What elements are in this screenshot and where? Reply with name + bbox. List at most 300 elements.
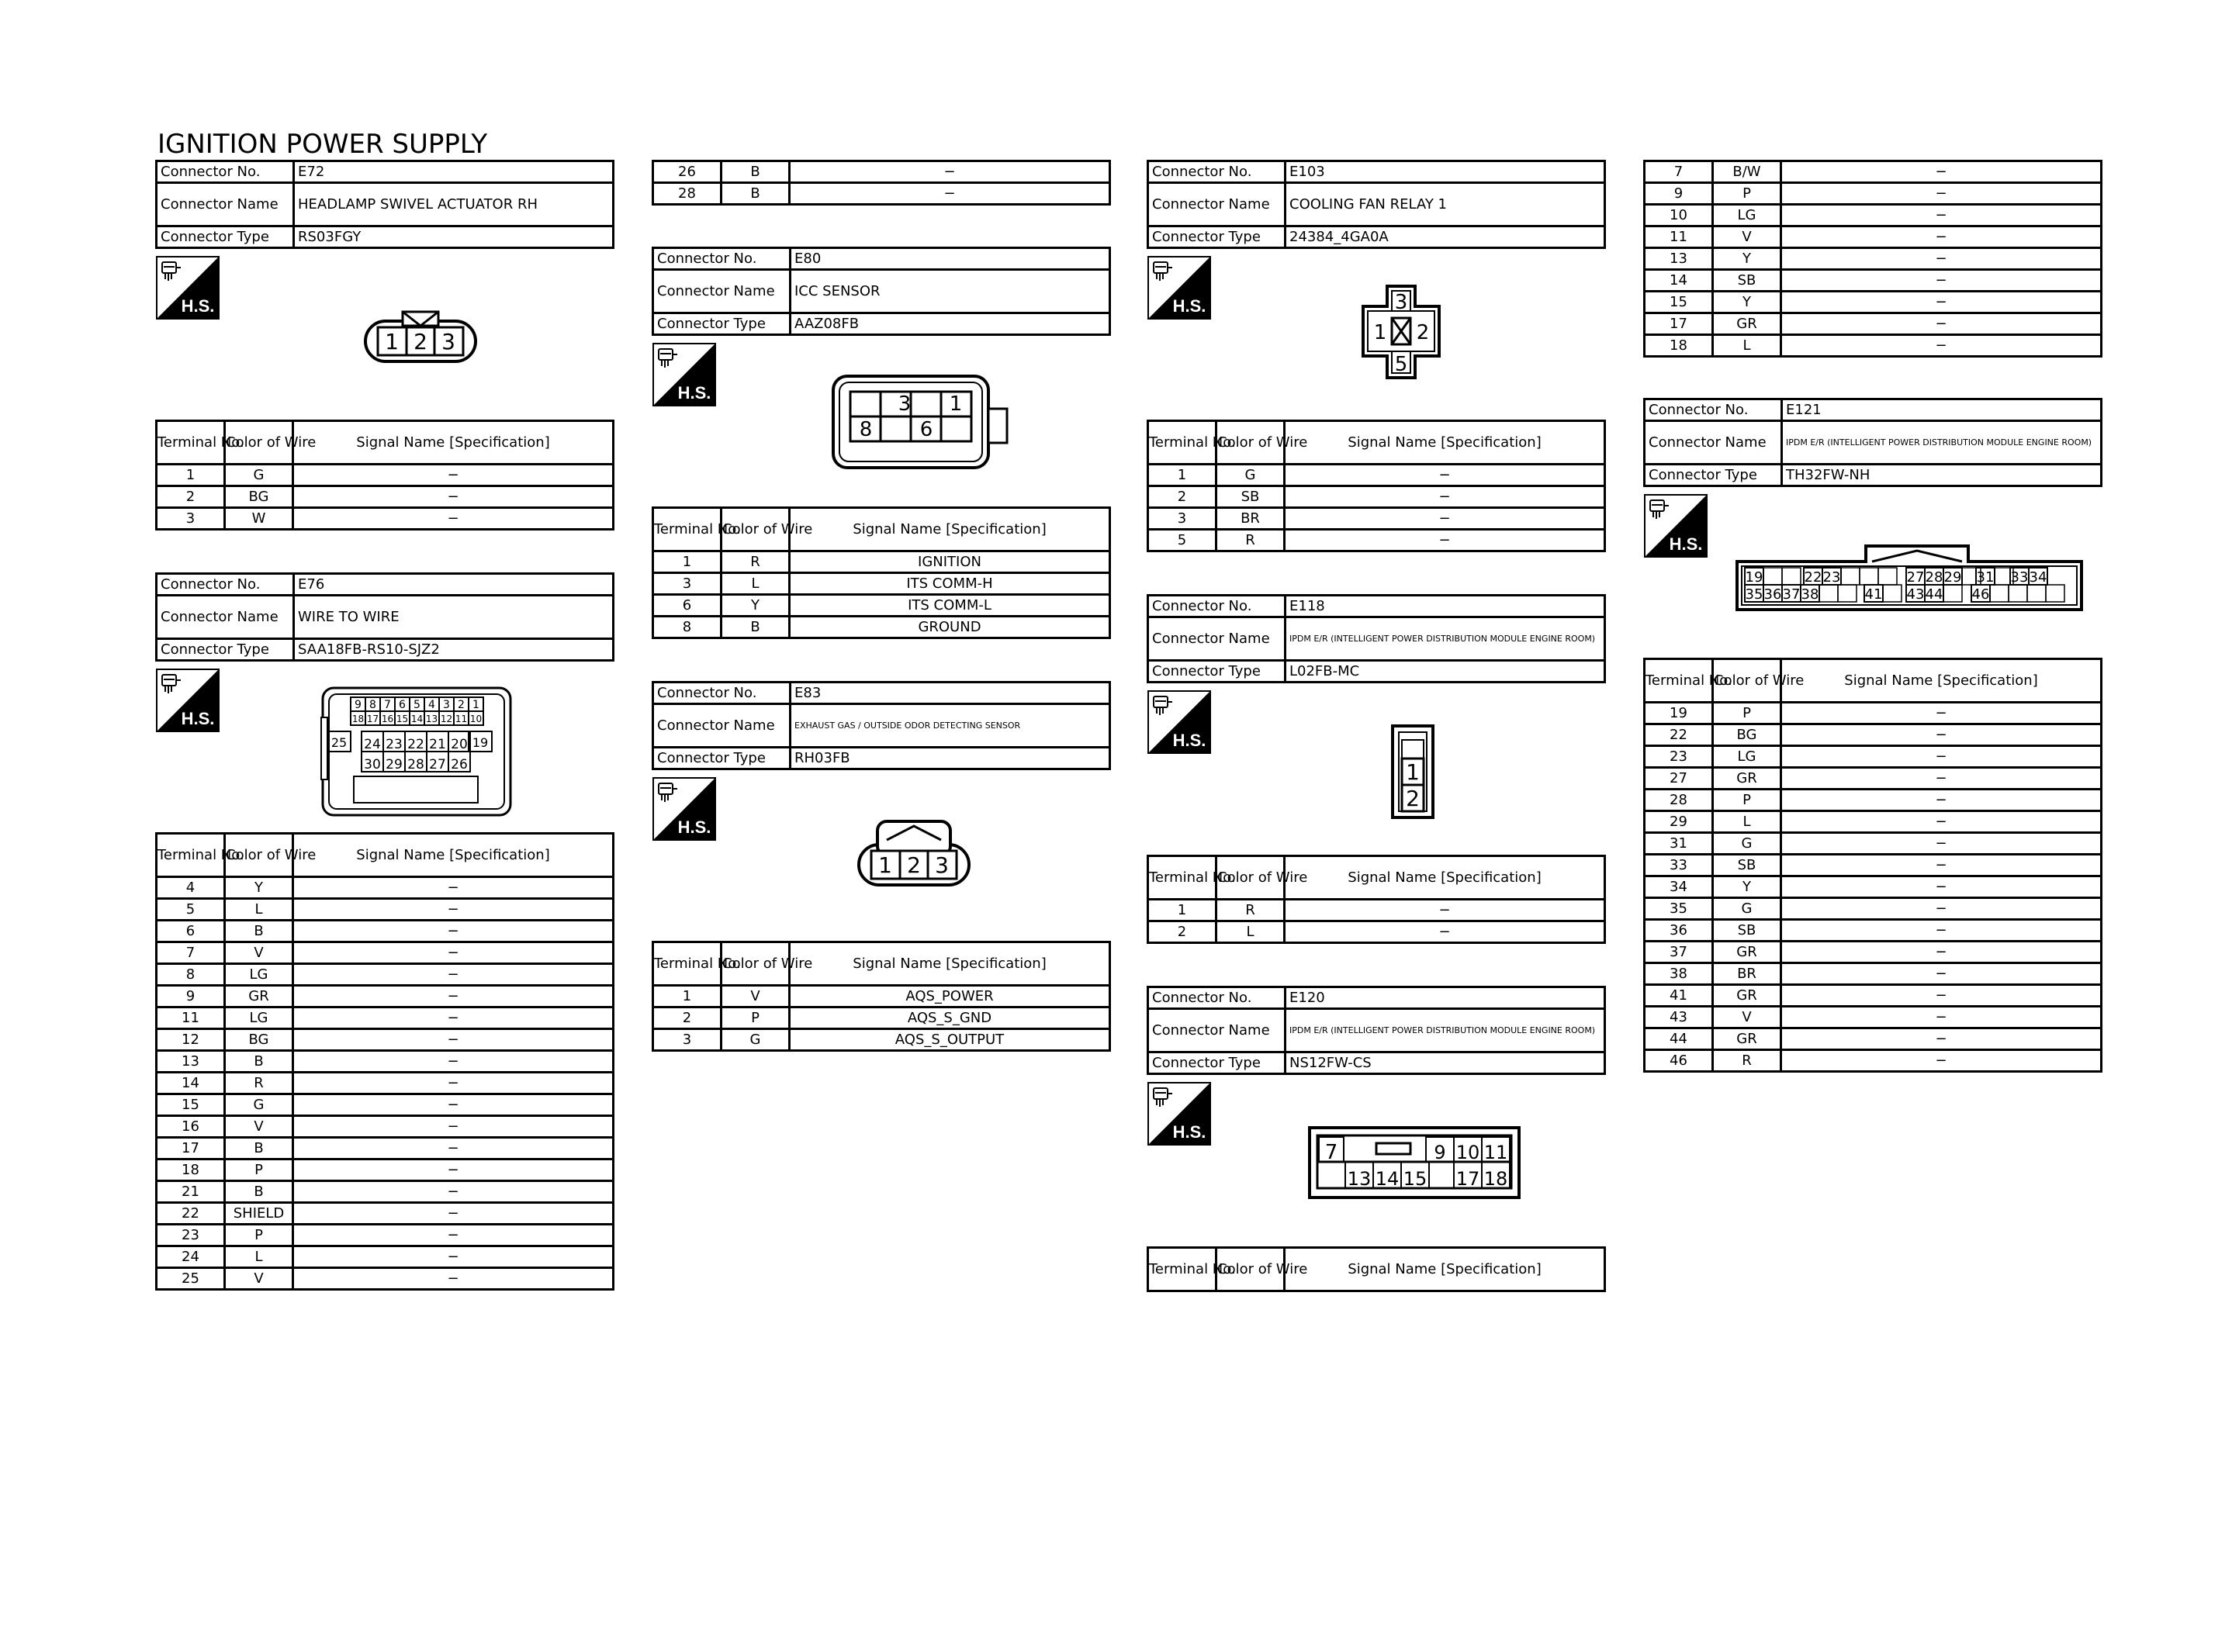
- signal-name-cell: −: [1781, 898, 2102, 920]
- signal-name-cell: −: [1781, 1028, 2102, 1050]
- terminal-no-cell: 18: [1645, 335, 1713, 357]
- signal-name-cell: ITS COMM-L: [790, 595, 1110, 617]
- table-row: [1645, 920, 2102, 942]
- pin-label: 1: [1406, 759, 1420, 785]
- wire-color-cell: B: [722, 617, 790, 638]
- connector-e118-diagram: [1391, 724, 1434, 819]
- connector-e103-diagram: [1362, 285, 1441, 379]
- connector-no-label: Connector No.: [1645, 399, 1782, 421]
- pin-label: 17: [366, 714, 379, 724]
- wire-color-cell: SB: [1713, 920, 1781, 942]
- pin-label: 10: [1455, 1142, 1480, 1163]
- color-of-wire-header: Color of Wire: [225, 834, 293, 877]
- harness-side-icon: [1147, 690, 1211, 754]
- signal-name-cell: −: [293, 508, 614, 530]
- pin-label: 8: [859, 418, 873, 441]
- wire-color-cell: L: [1713, 335, 1781, 357]
- wire-color-cell: LG: [225, 1007, 293, 1029]
- terminal-no-cell: 16: [157, 1116, 225, 1138]
- connector-name-value: COOLING FAN RELAY 1: [1286, 183, 1605, 226]
- wire-color-cell: R: [1713, 1050, 1781, 1072]
- terminal-no-cell: 23: [157, 1225, 225, 1246]
- signal-name-cell: −: [293, 1029, 614, 1051]
- wire-color-cell: LG: [1713, 205, 1781, 226]
- connector-e76-diagram: [321, 686, 512, 818]
- table-row: [1645, 703, 2102, 724]
- wire-color-cell: P: [1713, 183, 1781, 205]
- harness-side-label: H.S.: [677, 383, 711, 403]
- pin-label: 3: [935, 852, 949, 878]
- signal-name-cell: AQS_S_OUTPUT: [790, 1029, 1110, 1051]
- signal-name-cell: −: [293, 1007, 614, 1029]
- table-row: [157, 1094, 614, 1116]
- wire-color-cell: V: [1713, 1007, 1781, 1028]
- connector-type-value: L02FB-MC: [1286, 661, 1605, 683]
- table-row: [1645, 205, 2102, 226]
- signal-name-cell: −: [1781, 833, 2102, 855]
- table-row: [157, 1181, 614, 1203]
- terminal-no-cell: 28: [1645, 790, 1713, 811]
- connector-no-label: Connector No.: [1148, 987, 1286, 1009]
- connector-name-label: Connector Name: [157, 596, 294, 639]
- terminal-no-cell: 33: [1645, 855, 1713, 876]
- table-row: [1645, 313, 2102, 335]
- pin-label: 13: [425, 714, 438, 724]
- terminal-no-header: Terminal No.: [157, 421, 225, 465]
- color-of-wire-header: Color of Wire: [225, 421, 293, 465]
- wire-color-cell: V: [225, 1268, 293, 1290]
- signal-name-header: Signal Name [Specification]: [1285, 856, 1605, 900]
- table-row: [1645, 292, 2102, 313]
- pin-label: 24: [364, 737, 381, 752]
- table-row: [1645, 876, 2102, 898]
- pin-label: 3: [443, 699, 450, 711]
- terminal-no-cell: 44: [1645, 1028, 1713, 1050]
- wire-color-cell: BR: [1713, 963, 1781, 985]
- table-row: [1645, 898, 2102, 920]
- wire-color-cell: L: [1216, 921, 1285, 943]
- wire-color-cell: P: [1713, 703, 1781, 724]
- page-title: IGNITION POWER SUPPLY: [157, 129, 488, 160]
- table-row: [1148, 921, 1605, 943]
- pin-label: 8: [369, 699, 376, 711]
- signal-name-cell: −: [293, 1116, 614, 1138]
- table-row: [1148, 530, 1605, 551]
- signal-name-header: Signal Name [Specification]: [293, 421, 614, 465]
- connector-no-value: E120: [1286, 987, 1605, 1009]
- signal-name-cell: IGNITION: [790, 551, 1110, 573]
- table-row: [157, 508, 614, 530]
- connector-no-label: Connector No.: [1148, 596, 1286, 617]
- wire-color-cell: BG: [1713, 724, 1781, 746]
- signal-name-cell: −: [1781, 746, 2102, 768]
- terminal-no-cell: 17: [157, 1138, 225, 1160]
- terminal-no-cell: 17: [1645, 313, 1713, 335]
- terminal-no-cell: 3: [1148, 508, 1216, 530]
- connector-no-value: E76: [294, 574, 614, 596]
- signal-name-cell: ITS COMM-H: [790, 573, 1110, 595]
- table-row: [1148, 900, 1605, 921]
- harness-side-icon: [1644, 494, 1708, 558]
- color-of-wire-header: Color of Wire: [722, 942, 790, 986]
- terminal-no-cell: 22: [1645, 724, 1713, 746]
- connector-e80-pin-table: [652, 506, 1111, 639]
- terminal-no-cell: 2: [1148, 486, 1216, 508]
- connector-type-label: Connector Type: [653, 313, 791, 335]
- table-row: [157, 1138, 614, 1160]
- pin-label: 33: [2010, 569, 2029, 586]
- pin-label: 29: [386, 757, 403, 772]
- connector-name-value: EXHAUST GAS / OUTSIDE ODOR DETECTING SENSOR: [791, 704, 1110, 748]
- connector-type-value: NS12FW-CS: [1286, 1052, 1605, 1074]
- connector-type-value: AAZ08FB: [791, 313, 1110, 335]
- connector-no-value: E80: [791, 248, 1110, 270]
- terminal-no-cell: 36: [1645, 920, 1713, 942]
- connector-no-label: Connector No.: [1148, 161, 1286, 183]
- signal-name-cell: −: [1781, 703, 2102, 724]
- connector-type-label: Connector Type: [157, 226, 294, 248]
- signal-name-cell: −: [293, 1160, 614, 1181]
- table-row: [1148, 465, 1605, 486]
- signal-name-cell: −: [1285, 921, 1605, 943]
- terminal-no-cell: 1: [157, 465, 225, 486]
- table-row: [1645, 985, 2102, 1007]
- terminal-no-cell: 3: [653, 573, 722, 595]
- pin-label: 43: [1906, 586, 1925, 603]
- connector-e83-pin-table: [652, 941, 1111, 1052]
- pin-table-header: [1148, 1248, 1605, 1291]
- pin-label: 7: [384, 699, 391, 711]
- pin-label: 41: [1864, 586, 1883, 603]
- table-row: [1645, 335, 2102, 357]
- signal-name-cell: −: [293, 465, 614, 486]
- wire-color-cell: B: [722, 183, 790, 205]
- harness-side-label: H.S.: [1172, 1122, 1206, 1142]
- pin-label: 35: [1745, 586, 1763, 603]
- table-row: [157, 921, 614, 942]
- table-row: [157, 1246, 614, 1268]
- signal-name-cell: −: [1781, 161, 2102, 183]
- table-row: [157, 942, 614, 964]
- pin-label: 9: [1434, 1142, 1446, 1163]
- signal-name-cell: −: [1781, 811, 2102, 833]
- connector-e83-diagram: [856, 817, 972, 888]
- signal-name-header: Signal Name [Specification]: [1285, 421, 1605, 465]
- pin-label: 10: [469, 714, 483, 724]
- connector-type-label: Connector Type: [1148, 661, 1286, 683]
- connector-type-value: RH03FB: [791, 748, 1110, 769]
- wire-color-cell: B: [225, 1051, 293, 1073]
- table-row: [1645, 248, 2102, 270]
- table-row: [1645, 855, 2102, 876]
- terminal-no-cell: 5: [157, 899, 225, 921]
- signal-name-header: Signal Name [Specification]: [1781, 659, 2102, 703]
- signal-name-cell: −: [293, 1181, 614, 1203]
- terminal-no-cell: 29: [1645, 811, 1713, 833]
- terminal-no-cell: 8: [157, 964, 225, 986]
- pin-label: 28: [407, 757, 424, 772]
- pin-label: 6: [399, 699, 406, 711]
- connector-e72-diagram: [362, 310, 479, 365]
- terminal-no-cell: 5: [1148, 530, 1216, 551]
- signal-name-cell: −: [293, 877, 614, 899]
- connector-name-label: Connector Name: [1148, 617, 1286, 661]
- wire-color-cell: Y: [1713, 876, 1781, 898]
- terminal-no-cell: 26: [653, 161, 722, 183]
- terminal-no-header: Terminal No.: [1148, 856, 1216, 900]
- harness-side-label: H.S.: [181, 709, 215, 728]
- connector-e121-pin-table: [1643, 658, 2102, 1073]
- signal-name-cell: −: [1781, 335, 2102, 357]
- terminal-no-header: Terminal No.: [1148, 1248, 1216, 1291]
- pin-label: 28: [1925, 569, 1943, 586]
- connector-no-value: E121: [1782, 399, 2102, 421]
- connector-e72-info: [155, 160, 614, 249]
- signal-name-cell: −: [1781, 790, 2102, 811]
- pin-label: 3: [441, 329, 455, 354]
- connector-e120-pin-table-continued: [1643, 160, 2102, 358]
- signal-name-cell: −: [790, 183, 1110, 205]
- pin-label: 1: [949, 392, 963, 416]
- terminal-no-cell: 28: [653, 183, 722, 205]
- pin-label: 9: [355, 699, 362, 711]
- signal-name-cell: −: [293, 1268, 614, 1290]
- table-row: [1645, 790, 2102, 811]
- harness-side-label: H.S.: [1669, 534, 1703, 554]
- terminal-no-cell: 4: [157, 877, 225, 899]
- terminal-no-cell: 43: [1645, 1007, 1713, 1028]
- pin-label: 46: [1971, 586, 1990, 603]
- table-row: [157, 1073, 614, 1094]
- wire-color-cell: BG: [225, 1029, 293, 1051]
- pin-table-header: [1645, 659, 2102, 703]
- wire-color-cell: B: [225, 921, 293, 942]
- table-row: [653, 573, 1110, 595]
- pin-label: 1: [878, 852, 892, 878]
- terminal-no-header: Terminal No.: [1645, 659, 1713, 703]
- harness-side-label: H.S.: [181, 296, 215, 316]
- table-row: [653, 1007, 1110, 1029]
- signal-name-cell: −: [1781, 183, 2102, 205]
- color-of-wire-header: Color of Wire: [1713, 659, 1781, 703]
- table-row: [1645, 724, 2102, 746]
- connector-no-value: E72: [294, 161, 614, 183]
- connector-type-label: Connector Type: [1148, 1052, 1286, 1074]
- table-row: [157, 1051, 614, 1073]
- connector-e118-pin-table: [1147, 855, 1606, 944]
- pin-label: 22: [1804, 569, 1822, 586]
- wire-color-cell: G: [1713, 898, 1781, 920]
- wire-color-cell: BR: [1216, 508, 1285, 530]
- signal-name-cell: −: [1285, 486, 1605, 508]
- connector-name-value: IPDM E/R (INTELLIGENT POWER DISTRIBUTION MODULE ENGINE ROOM): [1286, 1009, 1605, 1052]
- table-row: [1645, 1007, 2102, 1028]
- wire-color-cell: G: [722, 1029, 790, 1051]
- terminal-no-header: Terminal No.: [1148, 421, 1216, 465]
- connector-e118-info: [1147, 594, 1606, 683]
- connector-e103-pin-table: [1147, 420, 1606, 552]
- connector-name-value: WIRE TO WIRE: [294, 596, 614, 639]
- table-row: [653, 986, 1110, 1007]
- connector-type-value: TH32FW-NH: [1782, 465, 2102, 486]
- terminal-no-cell: 6: [157, 921, 225, 942]
- harness-side-icon: [652, 343, 716, 406]
- signal-name-cell: AQS_POWER: [790, 986, 1110, 1007]
- wire-color-cell: V: [1713, 226, 1781, 248]
- pin-label: 14: [1375, 1168, 1400, 1190]
- connector-type-label: Connector Type: [1645, 465, 1782, 486]
- table-row: [1148, 486, 1605, 508]
- terminal-no-cell: 35: [1645, 898, 1713, 920]
- table-row: [653, 1029, 1110, 1051]
- wire-color-cell: G: [225, 465, 293, 486]
- wire-color-cell: R: [1216, 900, 1285, 921]
- connector-type-label: Connector Type: [157, 639, 294, 661]
- connector-type-value: SAA18FB-RS10-SJZ2: [294, 639, 614, 661]
- terminal-no-cell: 15: [157, 1094, 225, 1116]
- signal-name-cell: −: [293, 1073, 614, 1094]
- table-row: [1645, 1050, 2102, 1072]
- terminal-no-cell: 1: [653, 551, 722, 573]
- wire-color-cell: R: [722, 551, 790, 573]
- signal-name-cell: −: [1781, 768, 2102, 790]
- table-row: [157, 1116, 614, 1138]
- signal-name-cell: −: [1781, 855, 2102, 876]
- wire-color-cell: G: [1216, 465, 1285, 486]
- connector-no-label: Connector No.: [157, 161, 294, 183]
- wire-color-cell: SHIELD: [225, 1203, 293, 1225]
- pin-label: 26: [451, 757, 468, 772]
- signal-name-cell: −: [293, 1138, 614, 1160]
- pin-label: 18: [1483, 1168, 1508, 1190]
- connector-name-label: Connector Name: [653, 704, 791, 748]
- pin-label: 11: [1483, 1142, 1508, 1163]
- signal-name-cell: −: [293, 1051, 614, 1073]
- connector-name-label: Connector Name: [1148, 1009, 1286, 1052]
- terminal-no-cell: 6: [653, 595, 722, 617]
- signal-name-header: Signal Name [Specification]: [293, 834, 614, 877]
- terminal-no-cell: 13: [1645, 248, 1713, 270]
- terminal-no-cell: 23: [1645, 746, 1713, 768]
- pin-label: 2: [1406, 786, 1420, 811]
- wire-color-cell: V: [225, 1116, 293, 1138]
- signal-name-cell: −: [1781, 270, 2102, 292]
- terminal-no-cell: 7: [157, 942, 225, 964]
- signal-name-cell: −: [1781, 985, 2102, 1007]
- signal-name-cell: −: [1781, 226, 2102, 248]
- wire-color-cell: L: [225, 899, 293, 921]
- terminal-no-cell: 8: [653, 617, 722, 638]
- connector-e121-info: [1643, 398, 2102, 487]
- wire-color-cell: P: [225, 1160, 293, 1181]
- signal-name-cell: AQS_S_GND: [790, 1007, 1110, 1029]
- pin-table-header: [157, 421, 614, 465]
- pin-label: 13: [1347, 1168, 1372, 1190]
- terminal-no-cell: 46: [1645, 1050, 1713, 1072]
- signal-name-cell: −: [293, 1246, 614, 1268]
- terminal-no-header: Terminal No.: [157, 834, 225, 877]
- signal-name-cell: −: [293, 964, 614, 986]
- connector-e121-diagram: [1735, 541, 2083, 613]
- wire-color-cell: B: [722, 161, 790, 183]
- table-row: [1645, 811, 2102, 833]
- connector-name-value: ICC SENSOR: [791, 270, 1110, 313]
- pin-label: 14: [410, 714, 424, 724]
- terminal-no-cell: 41: [1645, 985, 1713, 1007]
- terminal-no-cell: 1: [653, 986, 722, 1007]
- terminal-no-cell: 21: [157, 1181, 225, 1203]
- pin-label: 21: [429, 737, 446, 752]
- signal-name-cell: −: [293, 899, 614, 921]
- pin-label: 27: [429, 757, 446, 772]
- table-row: [157, 1007, 614, 1029]
- table-row: [157, 877, 614, 899]
- signal-name-cell: −: [1285, 530, 1605, 551]
- table-row: [1645, 1028, 2102, 1050]
- table-row: [157, 1203, 614, 1225]
- pin-label: 29: [1943, 569, 1962, 586]
- color-of-wire-header: Color of Wire: [1216, 856, 1285, 900]
- wire-color-cell: B: [225, 1181, 293, 1203]
- pin-label: 37: [1782, 586, 1801, 603]
- terminal-no-cell: 27: [1645, 768, 1713, 790]
- connector-name-label: Connector Name: [653, 270, 791, 313]
- terminal-no-cell: 19: [1645, 703, 1713, 724]
- wire-color-cell: SB: [1216, 486, 1285, 508]
- table-row: [1645, 270, 2102, 292]
- terminal-no-cell: 14: [1645, 270, 1713, 292]
- table-row: [157, 1268, 614, 1290]
- table-row: [1645, 746, 2102, 768]
- harness-side-icon: [156, 669, 220, 732]
- table-row: [157, 1029, 614, 1051]
- signal-name-header: Signal Name [Specification]: [1285, 1248, 1605, 1291]
- signal-name-cell: GROUND: [790, 617, 1110, 638]
- signal-name-cell: −: [1781, 724, 2102, 746]
- signal-name-cell: −: [293, 942, 614, 964]
- wire-color-cell: P: [722, 1007, 790, 1029]
- terminal-no-cell: 1: [1148, 465, 1216, 486]
- wire-color-cell: GR: [1713, 985, 1781, 1007]
- signal-name-header: Signal Name [Specification]: [790, 508, 1110, 551]
- terminal-no-cell: 14: [157, 1073, 225, 1094]
- wire-color-cell: GR: [225, 986, 293, 1007]
- table-row: [157, 986, 614, 1007]
- pin-label: 23: [386, 737, 403, 752]
- connector-e80-info: [652, 247, 1111, 336]
- connector-no-value: E103: [1286, 161, 1605, 183]
- wire-color-cell: G: [1713, 833, 1781, 855]
- color-of-wire-header: Color of Wire: [1216, 1248, 1285, 1291]
- connector-type-value: 24384_4GA0A: [1286, 226, 1605, 248]
- signal-name-cell: −: [1781, 876, 2102, 898]
- pin-label: 17: [1455, 1168, 1480, 1190]
- terminal-no-cell: 34: [1645, 876, 1713, 898]
- table-row: [653, 183, 1110, 205]
- signal-name-cell: −: [1781, 942, 2102, 963]
- wire-color-cell: GR: [1713, 768, 1781, 790]
- wire-color-cell: L: [1713, 811, 1781, 833]
- wire-color-cell: L: [722, 573, 790, 595]
- signal-name-cell: −: [1285, 465, 1605, 486]
- connector-e120-diagram: [1308, 1126, 1521, 1199]
- terminal-no-cell: 3: [653, 1029, 722, 1051]
- connector-e76-info: [155, 572, 614, 662]
- wire-color-cell: SB: [1713, 270, 1781, 292]
- wire-color-cell: R: [225, 1073, 293, 1094]
- signal-name-cell: −: [1781, 963, 2102, 985]
- pin-table-header: [157, 834, 614, 877]
